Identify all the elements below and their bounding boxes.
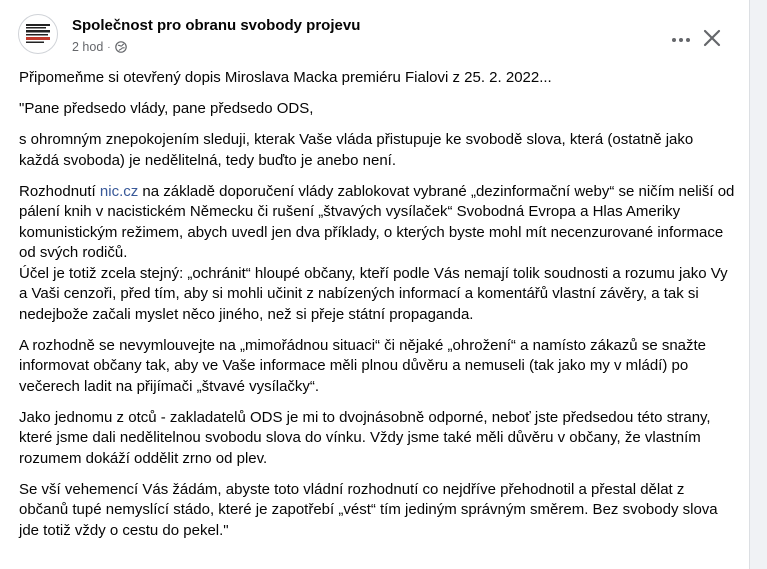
post-paragraph: Jako jednomu z otců - zakladatelů ODS je mi to dvojnásobně odporné, neboť jste předsedou této strany, které jsme dali nedělitelnou svobodu slova do vínku. Vždy jsme také měli důvěru v občany, že vlastním rozumem dokáží oddělit zrno od plev. bbox=[19, 408, 711, 467]
nic-cz-link[interactable]: nic.cz bbox=[99, 182, 139, 200]
post-paragraph: s ohromným znepokojením sleduji, kterak Vaše vláda přistupuje ke svobodě slova, která (ostatně jako každá svoboda) je nedělitelná, tedy buďto je anebo není. bbox=[19, 131, 694, 169]
post-paragraph: Připomeňme si otevřený dopis Miroslava Macka premiéru Fialovi z 25. 2. 2022... bbox=[19, 69, 552, 86]
post-time[interactable]: 2 hod bbox=[72, 40, 104, 54]
post-paragraph: "Pane předsedo vlády, pane předsedo ODS, bbox=[19, 100, 314, 117]
post-meta bbox=[72, 40, 127, 54]
scrollbar[interactable] bbox=[751, 0, 767, 569]
text-span: na základě doporučení vlády zablokovat vybrané „dezinformační weby“ se ničím neliší od pálení knih v nacistickém Německu či rušení „štvavých vysílaček“ Svobodná Evropa a Hlas Ameriky komunistickým režimem, abych uvedl jen dva příklady, o kterých byste mohl mít necenzurované informace od svých rodičů. bbox=[19, 182, 735, 261]
post-paragraph bbox=[19, 182, 735, 326]
post-paragraph: Se vší vehemencí Vás žádám, abyste toto vládní rozhodnutí co nejdříve přehodnotil a přestal dělat z občanů tupé nemyslící stádo, které je zapotřebí „vést“ tím jediným správným směrem. Bez svobody slova jde totiž vždy o cestu do pekel." bbox=[19, 480, 718, 539]
text-span: Účel je totiž zcela stejný: „ochránit“ hloupé občany, kteří podle Vás nemají tolik soudnosti a rozumu jako Vy a Vaši cenzoři, před tím, aby si mohli učinit z nabízených informací a komentářů vlastní závěry, a tak si nedejbože začali myslet něco jiného, než si přeje státní propaganda. bbox=[19, 264, 728, 323]
page-logo-icon bbox=[19, 15, 57, 53]
globe-icon[interactable] bbox=[115, 41, 127, 53]
more-horizontal-icon bbox=[671, 37, 691, 43]
text-span: Rozhodnutí bbox=[19, 182, 100, 200]
close-button[interactable] bbox=[694, 20, 730, 56]
meta-separator: · bbox=[107, 41, 111, 53]
page-name-link[interactable]: Společnost pro obranu svobody projevu bbox=[72, 17, 361, 34]
close-icon bbox=[703, 29, 721, 47]
post-header bbox=[18, 12, 738, 58]
post-paragraph: A rozhodně se nevymlouvejte na „mimořádnou situaci“ či nějaké „ohrožení“ a namísto zákazů se snažte informovat občany tak, aby ve Vaše informace měli plnou důvěru a nemuseli (tak jako my v mládí) po večerech ladit na přijímači „štvavé vysílačky“. bbox=[19, 336, 707, 395]
post-body bbox=[19, 68, 735, 552]
page-avatar[interactable] bbox=[18, 14, 58, 54]
